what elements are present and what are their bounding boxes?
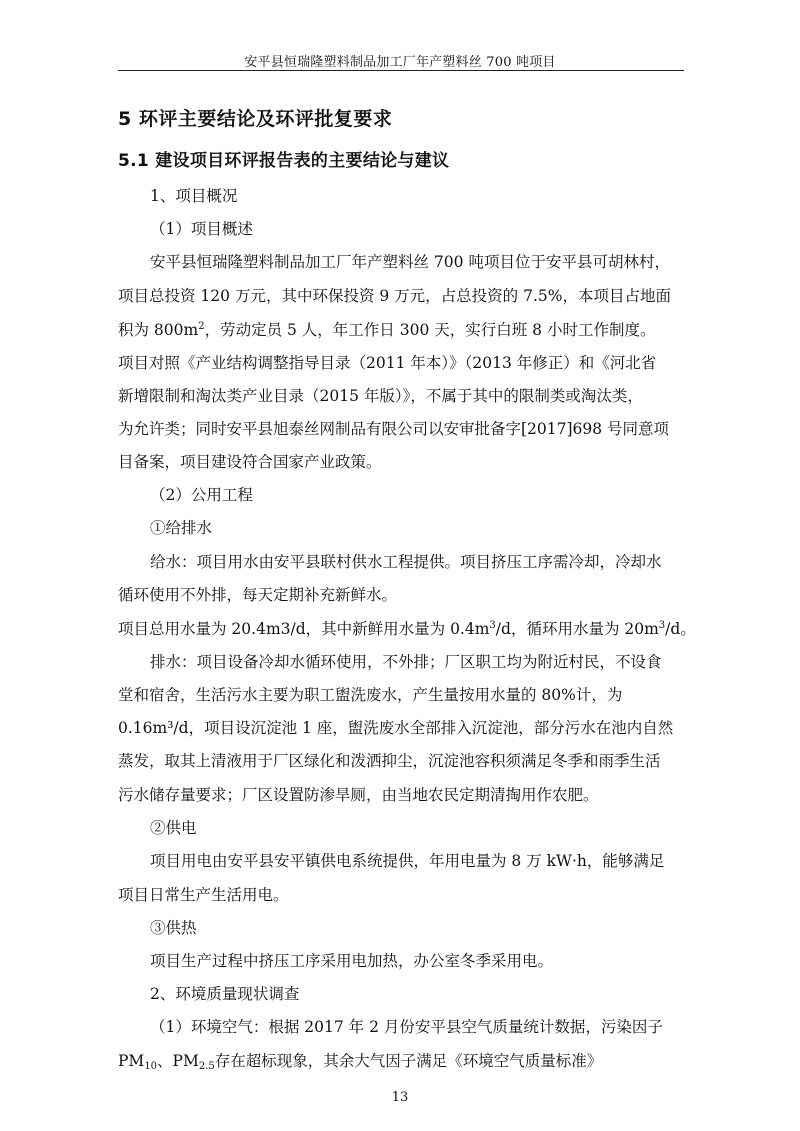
paragraph-line: 项目总投资 120 万元，其中环保投资 9 万元，占总投资的 7.5%，本项目占地面 bbox=[118, 287, 671, 305]
paragraph-line: 污水储存量要求；厂区设置防渗旱厕，由当地农民定期清掏用作农肥。 bbox=[118, 786, 599, 804]
text-run: 项目总用水量为 20.4m3/d，其中新鲜用水量为 0.4m bbox=[118, 620, 490, 638]
text-run: /d。 bbox=[665, 620, 696, 638]
paragraph-line: 堂和宿舍，生活污水主要为职工盥洗废水，产生量按用水量的 80%计，为 bbox=[118, 686, 623, 704]
paragraph-line bbox=[118, 621, 696, 638]
paragraph-line: 项目对照《产业结构调整指导目录（2011 年本）》（2013 年修正）和《河北省 bbox=[118, 354, 657, 372]
superscript: 3 bbox=[658, 620, 666, 631]
item-heading: 2、环境质量现状调查 bbox=[150, 985, 300, 1003]
paragraph-line: 排水：项目设备冷却水循环使用，不外排；厂区职工均为附近村民，不设食 bbox=[150, 653, 662, 671]
running-header: 安平县恒瑞隆塑料制品加工厂年产塑料丝 700 吨项目 bbox=[244, 55, 556, 70]
subscript: 2.5 bbox=[198, 1061, 215, 1072]
paragraph-line: 循环使用不外排，每天定期补充新鲜水。 bbox=[118, 586, 398, 604]
paragraph-line: 0.16m³/d，项目设沉淀池 1 座，盥洗废水全部排入沉淀池，部分污水在池内自然 bbox=[118, 719, 674, 737]
subitem-heading: ①给排水 bbox=[150, 519, 213, 537]
subitem-heading: ②供电 bbox=[150, 819, 197, 837]
paragraph-line: 为允许类；同时安平县旭泰丝网制品有限公司以安审批备字[2017]698 号同意项 bbox=[118, 420, 670, 438]
subscript: 10 bbox=[144, 1061, 158, 1072]
superscript: 2 bbox=[198, 321, 205, 332]
subsection-heading: 5.1 建设项目环评报告表的主要结论与建议 bbox=[118, 151, 450, 171]
paragraph-line: （1）环境空气：根据 2017 年 2 月份安平县空气质量统计数据，污染因子 bbox=[150, 1018, 663, 1036]
text-run: /d，循环用水量为 20m bbox=[495, 620, 659, 638]
paragraph-line: 项目生产过程中挤压工序采用电加热，办公室冬季采用电。 bbox=[150, 952, 554, 970]
item-heading: 1、项目概况 bbox=[150, 187, 238, 205]
text-run: 存在超标现象，其余大气因子满足《环境空气质量标准》 bbox=[214, 1052, 603, 1070]
paragraph-line: 蒸发，取其上清液用于厂区绿化和泼洒抑尘，沉淀池容积须满足冬季和雨季生活 bbox=[118, 752, 661, 770]
text-run: PM bbox=[118, 1052, 145, 1070]
paragraph-line: 给水：项目用水由安平县联村供水工程提供。项目挤压工序需冷却，冷却水 bbox=[150, 553, 662, 571]
page-number: 13 bbox=[391, 1090, 409, 1105]
paragraph-line: 项目日常生产生活用电。 bbox=[118, 886, 289, 904]
header-divider bbox=[118, 70, 684, 71]
paragraph-line bbox=[118, 1054, 602, 1072]
paragraph-line: 项目用电由安平县安平镇供电系统提供，年用电量为 8 万 kW·h，能够满足 bbox=[150, 852, 665, 870]
paragraph-line: 新增限制和淘汰类产业目录（2015 年版）》，不属于其中的限制类或淘汰类， bbox=[118, 387, 643, 405]
section-heading: 5 环评主要结论及环评批复要求 bbox=[118, 108, 393, 130]
text-run: 、PM bbox=[157, 1052, 199, 1070]
superscript: 3 bbox=[489, 620, 496, 631]
paragraph-line bbox=[118, 322, 655, 339]
text-run: ，劳动定员 5 人，年工作日 300 天，实行白班 8 小时工作制度。 bbox=[204, 321, 656, 339]
subitem-heading: （1）项目概述 bbox=[150, 220, 253, 238]
paragraph-line: 目备案，项目建设符合国家产业政策。 bbox=[118, 453, 382, 471]
subitem-heading: ③供热 bbox=[150, 919, 197, 937]
subitem-heading: （2）公用工程 bbox=[150, 486, 253, 504]
text-run: 积为 800m bbox=[118, 321, 199, 339]
paragraph-line: 安平县恒瑞隆塑料制品加工厂年产塑料丝 700 吨项目位于安平县可胡林村， bbox=[150, 253, 670, 271]
